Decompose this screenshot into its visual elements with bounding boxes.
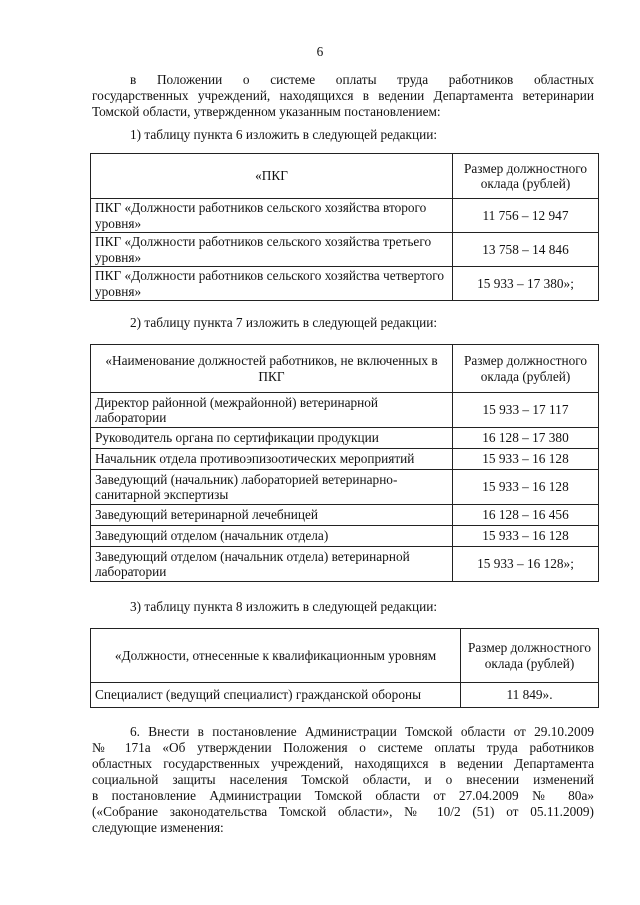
table-row (91, 199, 599, 233)
item6-line: в постановление Администрации Томской области от 27.04.2009 № 80а» (92, 788, 594, 803)
intro-line: государственных учреждений, находящихся в ведении Департамента ветеринарии (92, 88, 594, 103)
table-row (91, 470, 599, 505)
table-cell-value: 15 933 – 16 128 (453, 470, 599, 505)
table-cell-name: ПКГ «Должности работников сельского хозяйства четвертого уровня» (91, 267, 453, 301)
table-pkg-agriculture (90, 153, 599, 301)
table-row (91, 526, 599, 547)
table-cell-name: ПКГ «Должности работников сельского хозяйства третьего уровня» (91, 233, 453, 267)
table-row (91, 449, 599, 470)
item6-line: 6. Внести в постановление Администрации Томской области от 29.10.2009 (130, 724, 594, 739)
table-header-cell: Размер должностного оклада (рублей) (453, 154, 599, 199)
table-row (91, 683, 599, 708)
table-cell-value: 13 758 – 14 846 (453, 233, 599, 267)
intro-line: в Положении о системе оплаты труда работников областных (130, 72, 594, 87)
table3-label: 3) таблицу пункта 8 изложить в следующей редакции: (130, 599, 438, 614)
table-cell-name: Заведующий отделом (начальник отдела) ветеринарной лаборатории (91, 547, 453, 582)
table-cell-value: 15 933 – 16 128 (453, 526, 599, 547)
table-cell-value: 15 933 – 17 117 (453, 393, 599, 428)
table-cell-value: 11 849». (461, 683, 599, 708)
table2-label: 2) таблицу пункта 7 изложить в следующей редакции: (130, 315, 438, 330)
table-cell-name: ПКГ «Должности работников сельского хозяйства второго уровня» (91, 199, 453, 233)
table-cell-name: Начальник отдела противоэпизоотических мероприятий (91, 449, 453, 470)
table-header-cell: Размер должностного оклада (рублей) (461, 629, 599, 683)
table-cell-name: Заведующий отделом (начальник отдела) (91, 526, 453, 547)
item6-line: следующие изменения: (92, 820, 224, 835)
table1-label: 1) таблицу пункта 6 изложить в следующей редакции: (130, 127, 438, 142)
table-header-row (91, 345, 599, 393)
table-row (91, 547, 599, 582)
table-cell-name: Специалист (ведущий специалист) гражданской обороны (91, 683, 461, 708)
table-cell-value: 15 933 – 17 380»; (453, 267, 599, 301)
table-header-cell: Размер должностного оклада (рублей) (453, 345, 599, 393)
table-header-cell: «Наименование должностей работников, не включенных в ПКГ (91, 345, 453, 393)
table-row (91, 233, 599, 267)
item6-line: № 171а «Об утверждении Положения о системе оплаты труда работников (92, 740, 594, 755)
table-non-pkg-positions (90, 344, 599, 582)
table-header-cell: «Должности, отнесенные к квалификационным уровням (91, 629, 461, 683)
table-row (91, 505, 599, 526)
page-number: 6 (316, 44, 324, 59)
table-cell-name: Заведующий ветеринарной лечебницей (91, 505, 453, 526)
table-cell-value: 16 128 – 17 380 (453, 428, 599, 449)
table-cell-value: 11 756 – 12 947 (453, 199, 599, 233)
table-header-row (91, 154, 599, 199)
item6-line: социальной защиты населения Томской области, и о внесении изменений (92, 772, 594, 787)
item-6-paragraph (92, 724, 594, 836)
table-cell-value: 15 933 – 16 128»; (453, 547, 599, 582)
table-cell-name: Заведующий (начальник) лабораторией ветеринарно-санитарной экспертизы (91, 470, 453, 505)
table-header-cell: «ПКГ (91, 154, 453, 199)
item6-line: («Собрание законодательства Томской области», № 10/2 (51) от 05.11.2009) (92, 804, 594, 819)
table-cell-value: 16 128 – 16 456 (453, 505, 599, 526)
intro-line: Томской области, утвержденном указанным постановлением: (92, 104, 441, 119)
table-cell-value: 15 933 – 16 128 (453, 449, 599, 470)
table-row (91, 428, 599, 449)
table-cell-name: Директор районной (межрайонной) ветеринарной лаборатории (91, 393, 453, 428)
table-qualification-levels (90, 628, 599, 708)
table-cell-name: Руководитель органа по сертификации продукции (91, 428, 453, 449)
table-row (91, 393, 599, 428)
intro-paragraph (92, 72, 594, 120)
table-row (91, 267, 599, 301)
table-header-row (91, 629, 599, 683)
item6-line: областных государственных учреждений, находящихся в ведении Департамента (92, 756, 594, 771)
